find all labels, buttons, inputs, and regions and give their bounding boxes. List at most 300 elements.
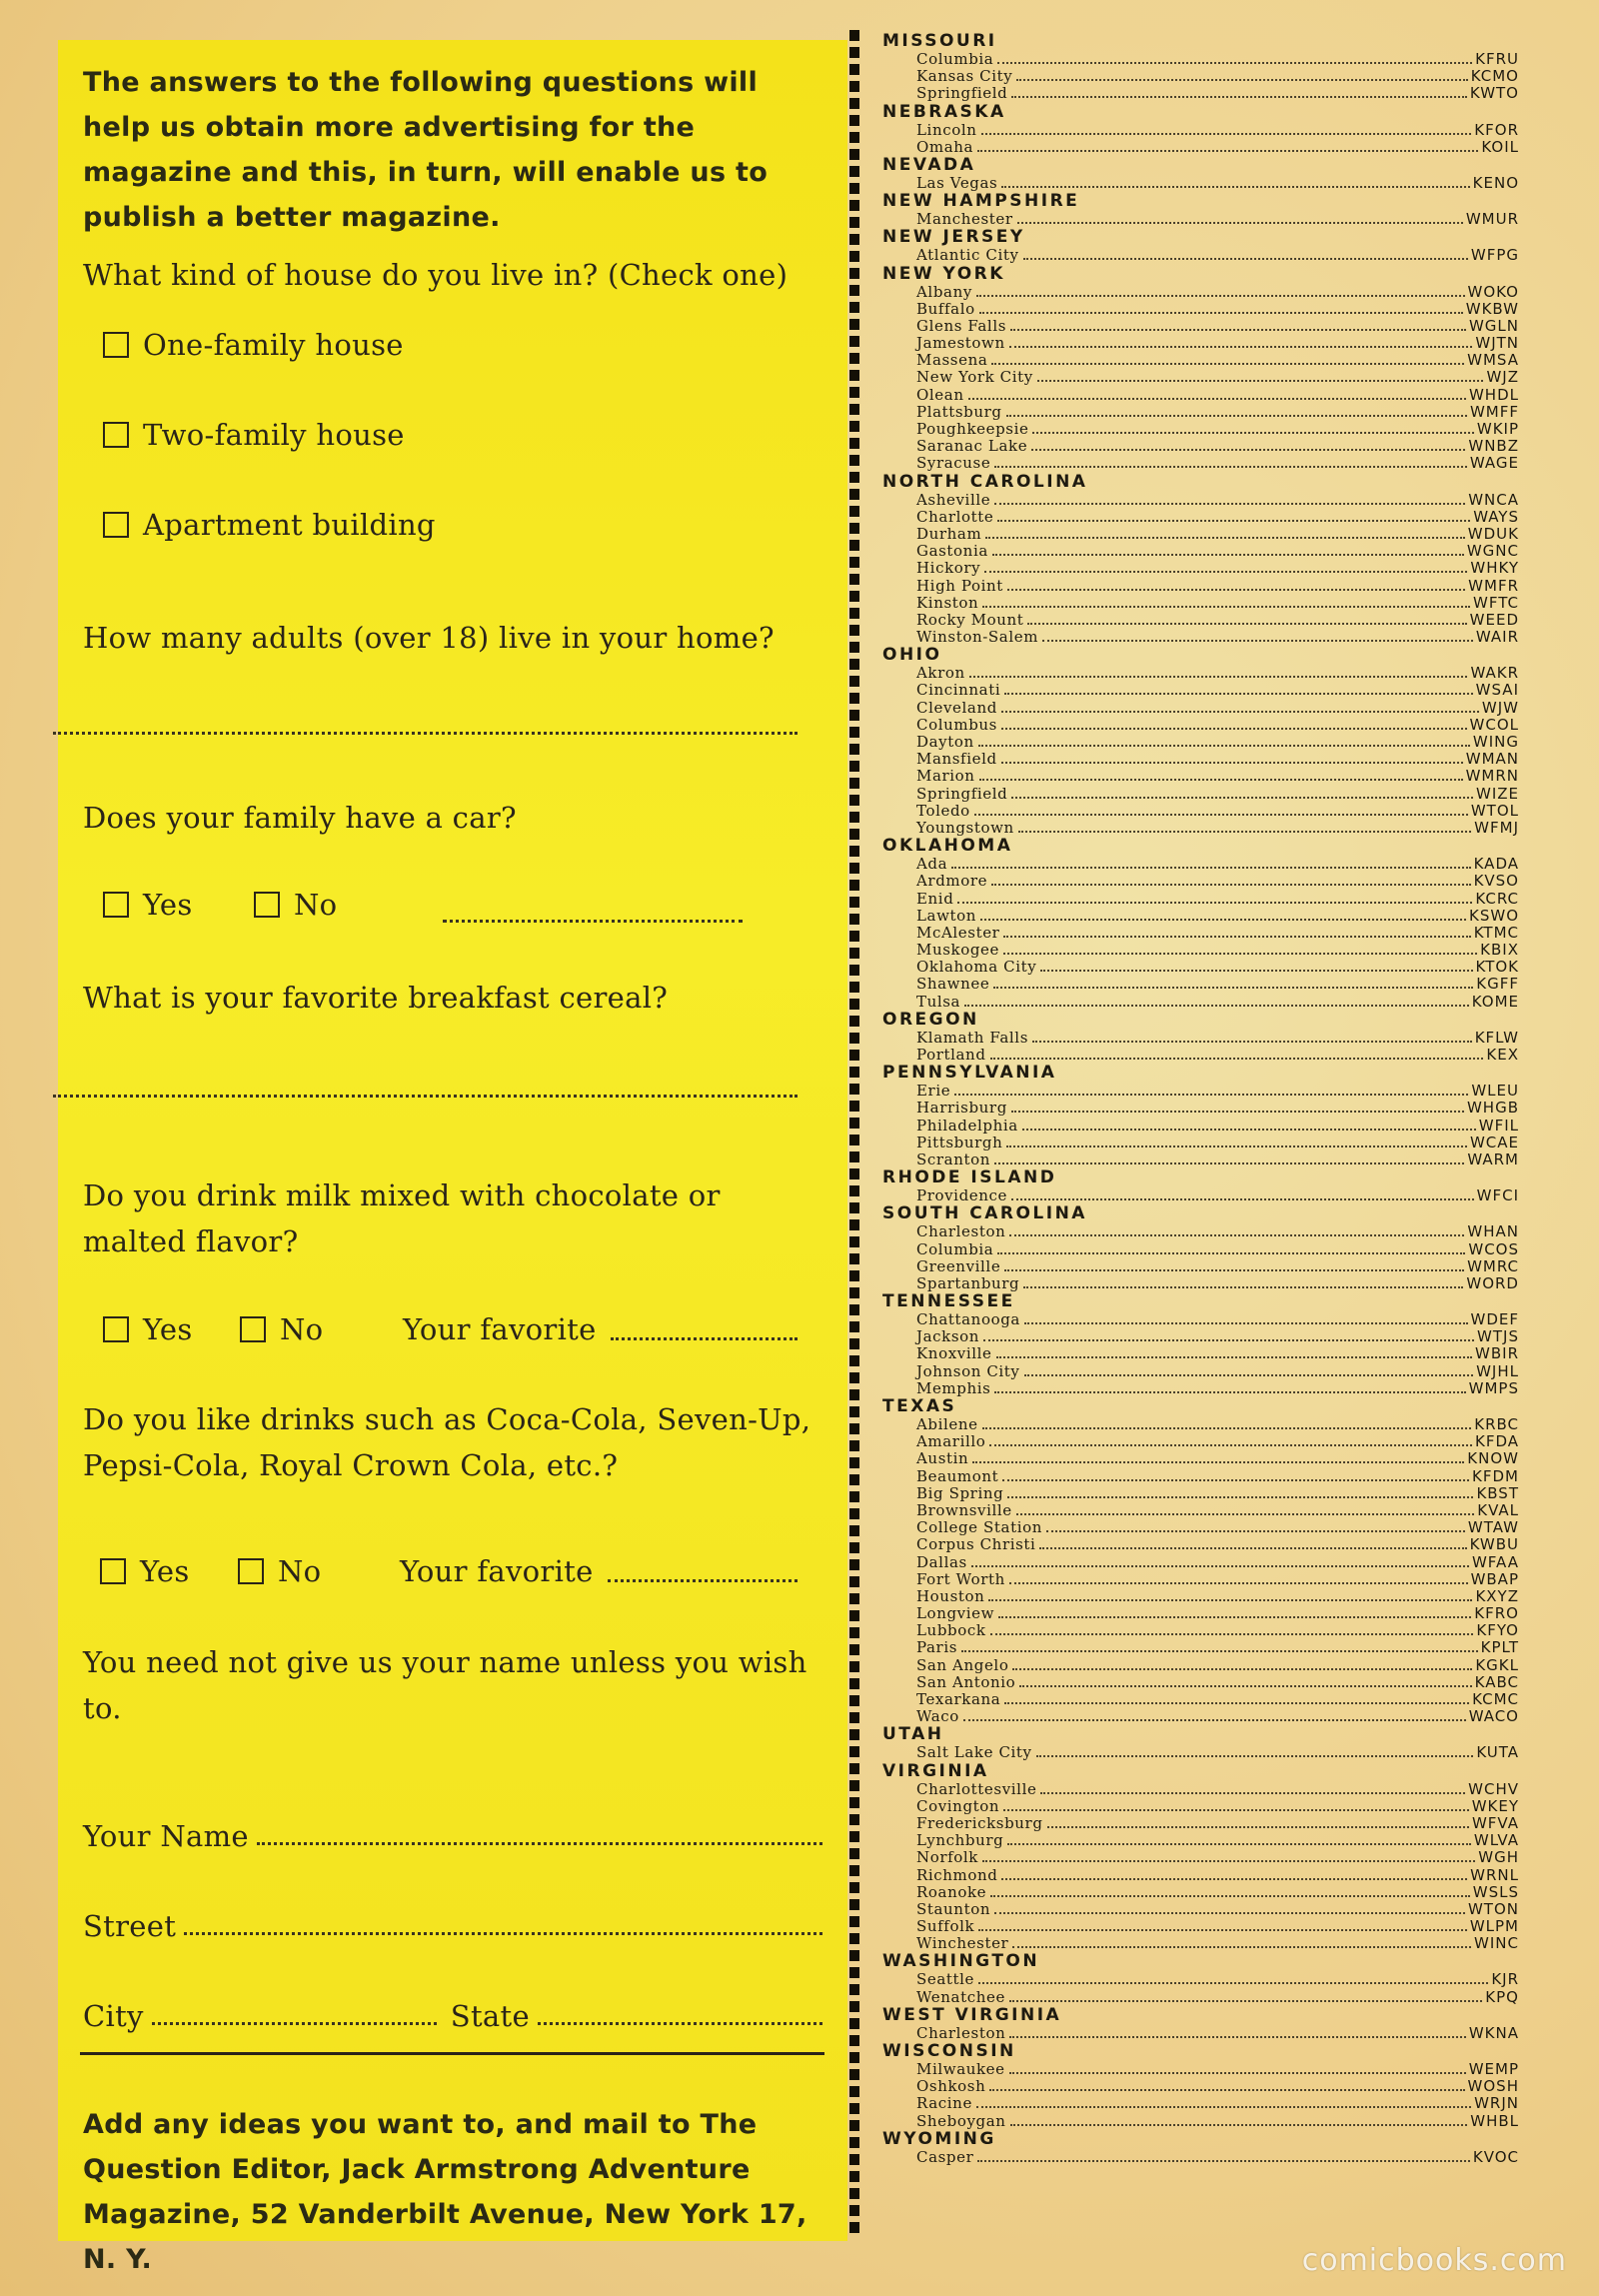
station-city: Greenville (916, 1256, 1001, 1275)
state-heading: PENNSYLVANIA (882, 1063, 1057, 1084)
station-row (882, 1622, 1519, 1639)
state-heading: TEXAS (882, 1396, 957, 1416)
state-heading: SOUTH CAROLINA (882, 1203, 1087, 1224)
station-row (882, 1815, 1519, 1832)
station-row (882, 2061, 1519, 2078)
dot-leader (979, 312, 1463, 314)
station-city: Racine (916, 2094, 972, 2113)
dot-leader (1023, 258, 1468, 260)
station-row (882, 1450, 1519, 1467)
station-call-letters: WFAA (1471, 1552, 1519, 1571)
station-call-letters: WJZ (1486, 368, 1519, 387)
station-row (882, 369, 1519, 386)
station-call-letters: WFTC (1473, 593, 1519, 612)
station-call-letters: WBAP (1470, 1569, 1519, 1588)
station-row (882, 1433, 1519, 1450)
station-call-letters: KPLT (1480, 1638, 1519, 1657)
station-row (882, 1187, 1519, 1204)
station-city: Paris (916, 1638, 958, 1657)
adults-answer-line[interactable] (53, 732, 798, 735)
milk-favorite (403, 1312, 798, 1346)
station-city: Staunton (916, 1899, 991, 1918)
dot-leader (991, 884, 1470, 886)
station-row (882, 717, 1519, 734)
station-row (882, 1030, 1519, 1047)
dot-leader (992, 554, 1464, 556)
mailing-instructions: Add any ideas you want to, and mail to The Question Editor, Jack Armstrong Adventure Magazine, 52 Vanderbilt Avenue, New York 17, N. Y. (83, 2109, 807, 2275)
station-row (882, 873, 1519, 890)
station-city: Wenatchee (916, 1987, 1005, 2006)
station-call-letters: KABC (1474, 1672, 1519, 1691)
station-city: Kansas City (916, 67, 1013, 86)
station-call-letters: KBST (1476, 1483, 1519, 1502)
station-row (882, 1867, 1519, 1884)
dot-leader (1027, 623, 1466, 625)
dot-leader (1001, 762, 1463, 764)
station-city: Winston-Salem (916, 628, 1039, 647)
station-city: Toledo (916, 801, 970, 820)
yes-label: Yes (140, 1554, 190, 1588)
yes-label: Yes (143, 888, 193, 922)
station-city: Providence (916, 1186, 1007, 1205)
state-label: State (450, 1999, 530, 2033)
name-field[interactable] (83, 1819, 822, 1853)
station-row (882, 1691, 1519, 1708)
station-row (882, 1241, 1519, 1258)
station-city: Lawton (916, 906, 977, 925)
station-city: Albany (916, 282, 972, 301)
station-city: Lynchburg (916, 1831, 1004, 1850)
station-call-letters: KCMO (1470, 67, 1519, 86)
station-city: Youngstown (916, 818, 1014, 837)
no-label: No (294, 888, 338, 922)
station-city: Massena (916, 351, 988, 370)
option-two-family[interactable] (103, 418, 405, 452)
station-row (882, 318, 1519, 335)
dot-leader (1001, 728, 1467, 730)
station-city: Roanoke (916, 1882, 987, 1901)
station-city: Ardmore (916, 872, 988, 891)
station-row (882, 1363, 1519, 1380)
station-city: Las Vegas (916, 173, 998, 192)
dot-leader (1024, 1374, 1474, 1376)
station-city: Knoxville (916, 1344, 992, 1363)
station-call-letters: KVSO (1473, 872, 1519, 891)
station-city: Oklahoma City (916, 958, 1037, 977)
station-city: Cleveland (916, 698, 997, 717)
state-heading: WYOMING (882, 2128, 996, 2149)
station-call-letters: KVAL (1477, 1500, 1519, 1519)
station-city: Oshkosh (916, 2077, 986, 2096)
station-row (882, 1135, 1519, 1151)
option-apartment[interactable] (103, 508, 436, 542)
station-row (882, 1744, 1519, 1761)
station-call-letters: WTJS (1477, 1327, 1519, 1346)
dot-leader (1031, 449, 1465, 451)
station-row (882, 768, 1519, 785)
dot-leader (1004, 1702, 1469, 1704)
station-call-letters: WBIR (1475, 1344, 1519, 1363)
question-house: What kind of house do you live in? (Check one) (83, 258, 789, 292)
station-row (882, 2149, 1519, 2166)
station-call-letters: WORD (1466, 1273, 1519, 1292)
watermark: comicbooks.com (1301, 2243, 1567, 2278)
station-row (882, 51, 1519, 68)
station-call-letters: WHDL (1468, 385, 1519, 404)
station-city: Hickory (916, 559, 981, 578)
station-call-letters: WFCI (1476, 1186, 1519, 1205)
dot-leader (988, 1599, 1472, 1601)
milk-yes[interactable] (103, 1312, 193, 1346)
dot-leader (1016, 1513, 1474, 1515)
checkbox[interactable] (103, 332, 129, 358)
checkbox[interactable] (103, 1316, 129, 1342)
station-row (882, 1657, 1519, 1674)
station-row (882, 387, 1519, 404)
station-city: Johnson City (916, 1361, 1020, 1380)
state-line[interactable] (538, 2022, 822, 2025)
checkbox[interactable] (238, 1558, 264, 1584)
drinks-no[interactable] (238, 1554, 321, 1588)
station-row (882, 1832, 1519, 1849)
dot-leader (1039, 1547, 1466, 1549)
dot-leader (983, 1339, 1474, 1341)
station-city: Durham (916, 524, 982, 543)
state-heading: TENNESSEE (882, 1291, 1015, 1312)
station-row (882, 1989, 1519, 2006)
station-city: Erie (916, 1082, 951, 1101)
station-call-letters: KPQ (1485, 1987, 1519, 2006)
option-label: Apartment building (143, 508, 436, 542)
dot-leader (1011, 797, 1473, 799)
station-city: Omaha (916, 137, 974, 156)
station-city: Klamath Falls (916, 1028, 1028, 1047)
station-call-letters: WINC (1474, 1934, 1519, 1953)
station-call-letters: KADA (1473, 855, 1519, 874)
station-city: Philadelphia (916, 1116, 1018, 1135)
dot-leader (981, 133, 1472, 135)
street-label: Street (83, 1909, 177, 1943)
dot-leader (1011, 1111, 1464, 1113)
station-row (882, 1380, 1519, 1397)
station-row (882, 492, 1519, 509)
dot-leader (1009, 1234, 1464, 1236)
station-row (882, 1311, 1519, 1328)
station-call-letters: WCAE (1469, 1133, 1519, 1151)
station-row (882, 1971, 1519, 1988)
station-city: Sheboygan (916, 2111, 1006, 2130)
car-answer-line[interactable] (443, 920, 743, 923)
milk-favorite-line[interactable] (611, 1337, 798, 1340)
station-row (882, 1536, 1519, 1553)
dot-leader (979, 779, 1463, 781)
question-drinks: Do you like drinks such as Coca-Cola, Seven-Up, Pepsi-Cola, Royal Crown Cola, etc.? (83, 1402, 811, 1482)
station-call-letters: KWTO (1469, 84, 1519, 103)
dot-leader (1001, 186, 1469, 188)
station-row (882, 942, 1519, 959)
station-call-letters: WDUK (1467, 524, 1519, 543)
station-call-letters: KCRC (1475, 889, 1519, 908)
station-city: High Point (916, 576, 1003, 595)
station-call-letters: WEED (1469, 610, 1519, 629)
dot-leader (1009, 346, 1473, 348)
option-label: Two-family house (143, 418, 405, 452)
dot-leader (990, 1058, 1484, 1060)
station-row (882, 560, 1519, 577)
station-row (882, 335, 1519, 352)
dot-leader (977, 150, 1478, 152)
drinks-favorite-line[interactable] (608, 1579, 798, 1582)
station-city: Beaumont (916, 1466, 999, 1485)
dot-leader (976, 295, 1465, 297)
station-call-letters: WCOL (1469, 715, 1519, 734)
station-city: Muskogee (916, 941, 999, 960)
dot-leader (1040, 970, 1472, 972)
station-city: Milwaukee (916, 2060, 1005, 2078)
city-line[interactable] (152, 2022, 437, 2025)
dot-leader (971, 1565, 1469, 1567)
station-city: Winchester (916, 1934, 1009, 1953)
dot-leader (961, 1650, 1478, 1652)
car-yes[interactable] (103, 888, 193, 922)
city-state-field[interactable] (83, 1999, 822, 2033)
station-row (882, 700, 1519, 717)
station-row (882, 786, 1519, 803)
station-row (882, 122, 1519, 139)
station-row (882, 543, 1519, 560)
station-call-letters: WFIL (1478, 1116, 1519, 1135)
car-no[interactable] (254, 888, 337, 922)
station-row (882, 2025, 1519, 2042)
dot-leader (1007, 1843, 1471, 1845)
station-city: Buffalo (916, 299, 975, 318)
station-row (882, 1416, 1519, 1433)
station-call-letters: WMSA (1467, 351, 1519, 370)
dot-leader (994, 503, 1465, 505)
station-row (882, 1223, 1519, 1240)
street-line[interactable] (184, 1932, 822, 1935)
dot-leader (1007, 1496, 1473, 1498)
dot-leader (1042, 640, 1473, 642)
station-call-letters: KTMC (1473, 923, 1519, 942)
station-call-letters: WKEY (1471, 1796, 1519, 1815)
dot-leader (997, 1252, 1465, 1254)
station-city: Glens Falls (916, 316, 1007, 335)
station-city: Shawnee (916, 975, 990, 994)
station-row (882, 438, 1519, 455)
state-heading: NEW JERSEY (882, 227, 1025, 248)
state-heading: WASHINGTON (882, 1951, 1040, 1972)
station-city: Charleston (916, 2023, 1006, 2042)
dot-leader (1006, 1146, 1467, 1148)
dot-leader (1009, 1582, 1468, 1584)
station-call-letters: WLVA (1473, 1831, 1519, 1850)
state-heading: UTAH (882, 1724, 944, 1745)
station-call-letters: WOSH (1467, 2077, 1519, 2096)
dot-leader (1003, 1809, 1469, 1811)
checkbox[interactable] (103, 892, 129, 918)
station-call-letters: WJW (1481, 698, 1519, 717)
dot-leader (964, 1005, 1469, 1007)
station-city: Gastonia (916, 542, 988, 561)
station-city: Amarillo (916, 1432, 986, 1451)
station-call-letters: WNBZ (1468, 437, 1519, 456)
checkbox[interactable] (100, 1558, 126, 1584)
station-call-letters: WHKY (1470, 559, 1519, 578)
station-call-letters: WSLS (1472, 1882, 1519, 1901)
state-heading: NEW YORK (882, 263, 1005, 284)
cereal-answer-line[interactable] (53, 1095, 798, 1098)
dot-leader (998, 1616, 1471, 1618)
station-city: Harrisburg (916, 1099, 1007, 1118)
dot-leader (1019, 1685, 1471, 1687)
station-row (882, 139, 1519, 156)
station-call-letters: WOKO (1467, 282, 1519, 301)
state-heading: MISSOURI (882, 31, 997, 51)
station-call-letters: WRNL (1470, 1865, 1519, 1884)
station-city: Dayton (916, 733, 974, 751)
dot-leader (990, 1895, 1470, 1897)
dot-leader (977, 2160, 1470, 2162)
station-row (882, 1554, 1519, 1571)
question-cereal: What is your favorite breakfast cereal? (83, 981, 669, 1015)
state-heading: OHIO (882, 645, 942, 666)
station-row (882, 665, 1519, 682)
drinks-yes[interactable] (100, 1554, 190, 1588)
station-city: Charlotte (916, 507, 994, 526)
state-heading: OREGON (882, 1009, 979, 1030)
station-row (882, 1502, 1519, 1519)
station-city: Spartanburg (916, 1273, 1020, 1292)
station-row (882, 352, 1519, 369)
station-call-letters: KGFF (1476, 975, 1519, 994)
station-city: Ada (916, 855, 948, 874)
station-row (882, 2095, 1519, 2112)
dot-leader (1007, 589, 1465, 591)
name-label: Your Name (83, 1819, 249, 1853)
station-row (882, 509, 1519, 526)
station-row (882, 455, 1519, 472)
station-row (882, 959, 1519, 976)
questionnaire-form (58, 40, 847, 2275)
checkbox[interactable] (254, 892, 280, 918)
dot-leader (974, 814, 1468, 816)
question-car: Does your family have a car? (83, 801, 517, 835)
perforation-line (849, 30, 859, 2239)
station-call-letters: WAGE (1469, 454, 1519, 473)
station-call-letters: WJHL (1476, 1361, 1519, 1380)
station-call-letters: KFDA (1474, 1432, 1519, 1451)
station-row (882, 526, 1519, 543)
station-row (882, 1485, 1519, 1502)
station-call-letters: WTAW (1467, 1518, 1519, 1537)
drinks-favorite (400, 1554, 798, 1588)
station-call-letters: WFVA (1471, 1813, 1519, 1832)
station-city: Olean (916, 385, 964, 404)
city-label: City (83, 1999, 144, 2033)
station-city: Fredericksburg (916, 1813, 1043, 1832)
station-city: Pittsburgh (916, 1133, 1003, 1151)
station-city: Syracuse (916, 454, 991, 473)
milk-no[interactable] (240, 1312, 323, 1346)
favorite-label: Your favorite (403, 1312, 597, 1346)
name-line[interactable] (257, 1842, 822, 1845)
station-call-letters: WMRN (1465, 767, 1519, 786)
station-row (882, 925, 1519, 942)
station-city: Plattsburg (916, 402, 1002, 421)
dot-leader (1003, 953, 1477, 955)
state-heading: NEVADA (882, 154, 976, 175)
station-row (882, 734, 1519, 751)
checkbox[interactable] (103, 512, 129, 538)
dot-leader (1012, 1668, 1472, 1670)
station-row (882, 1849, 1519, 1866)
station-city: Memphis (916, 1378, 991, 1397)
dot-leader (951, 867, 1470, 869)
station-call-letters: WHBL (1470, 2111, 1519, 2130)
station-row (882, 1345, 1519, 1362)
dot-leader (972, 1461, 1464, 1463)
no-label: No (280, 1312, 324, 1346)
station-row (882, 1328, 1519, 1345)
station-call-letters: WGNC (1466, 542, 1519, 561)
station-call-letters: KEX (1486, 1046, 1519, 1064)
dot-leader (1004, 693, 1472, 695)
dot-leader (993, 987, 1473, 989)
dot-leader (980, 919, 1466, 921)
checkbox[interactable] (240, 1316, 266, 1342)
dot-leader (954, 1094, 1468, 1096)
station-call-letters: KFRO (1474, 1604, 1519, 1623)
station-city: Big Spring (916, 1483, 1004, 1502)
street-field[interactable] (83, 1909, 822, 1943)
station-call-letters: WFPG (1470, 246, 1519, 265)
station-city: Columbia (916, 50, 994, 68)
station-city: Houston (916, 1586, 985, 1605)
station-row (882, 247, 1519, 264)
station-row (882, 1935, 1519, 1952)
station-row (882, 1151, 1519, 1168)
dot-leader (996, 1356, 1473, 1358)
station-city: Corpus Christi (916, 1535, 1036, 1554)
station-row (882, 2078, 1519, 2095)
station-row (882, 1100, 1519, 1117)
option-label: One-family house (143, 328, 404, 362)
station-call-letters: KOIL (1481, 137, 1519, 156)
station-call-letters: WGH (1478, 1848, 1519, 1867)
dot-leader (1011, 1198, 1474, 1200)
station-city: Scranton (916, 1149, 990, 1168)
station-call-letters: WAIR (1475, 628, 1519, 647)
station-call-letters: WCOS (1468, 1239, 1519, 1258)
checkbox[interactable] (103, 422, 129, 448)
option-one-family[interactable] (103, 328, 404, 362)
station-row (882, 1884, 1519, 1901)
station-row (882, 994, 1519, 1011)
radio-station-list (882, 32, 1519, 2166)
dot-leader (1047, 1826, 1469, 1828)
dot-leader (1009, 2000, 1482, 2002)
dot-leader (997, 62, 1472, 64)
dot-leader (989, 2089, 1464, 2091)
station-call-letters: WLPM (1469, 1917, 1519, 1936)
station-call-letters: WING (1472, 733, 1519, 751)
station-city: Marion (916, 767, 975, 786)
station-call-letters: WMRC (1467, 1256, 1519, 1275)
station-city: Jackson (916, 1327, 980, 1346)
station-call-letters: KWBU (1469, 1535, 1519, 1554)
station-city: Jamestown (916, 334, 1005, 353)
